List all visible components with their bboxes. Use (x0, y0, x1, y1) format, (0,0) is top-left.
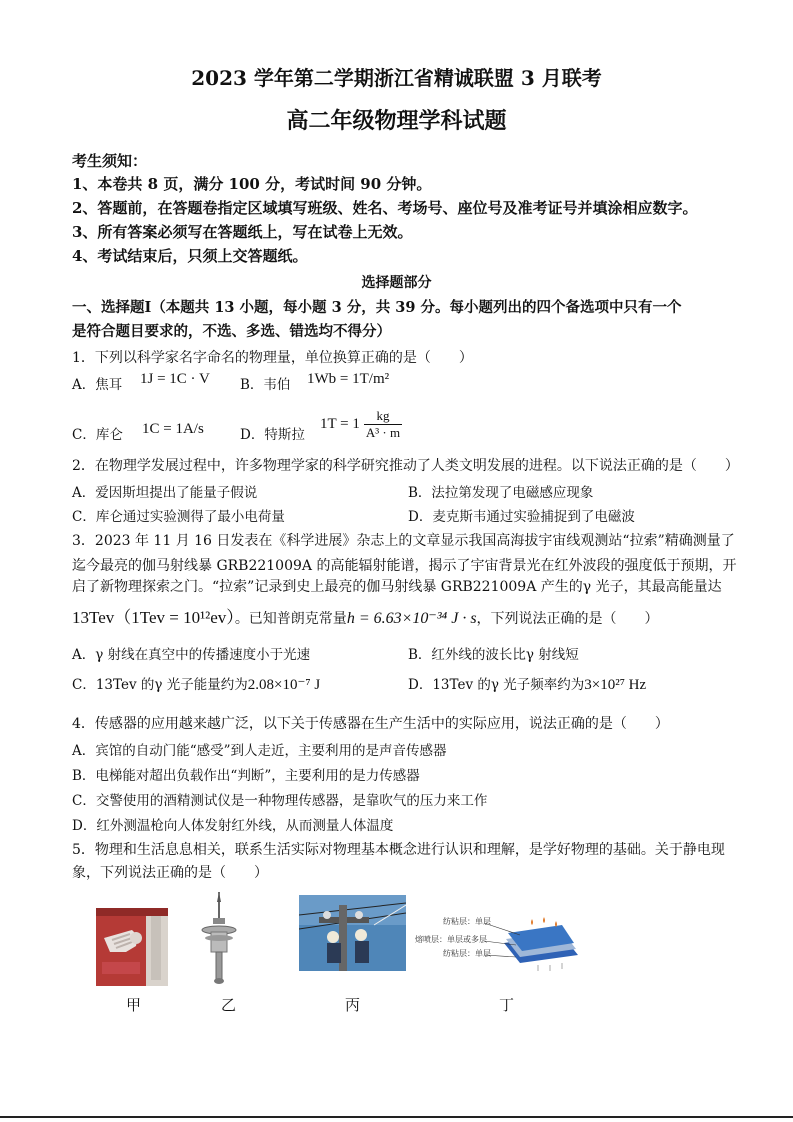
q1-option-d-label: D．特斯拉 (240, 427, 305, 443)
notice-item: 3、所有答案必须写在答题纸上，写在试卷上无效。 (72, 223, 413, 241)
figure-yi-image (199, 892, 239, 986)
q2-option-d: D．麦克斯韦通过实验捕捉到了电磁波 (408, 509, 635, 525)
q3-stem-line1: 3．2023 年 11 月 16 日发表在《科学进展》杂志上的文章显示我国高海拔宇宙线观测站“拉索”精确测量了 (72, 533, 735, 549)
q3-option-b: B．红外线的波长比γ 射线短 (408, 647, 579, 663)
q3-stem-line4 (72, 603, 659, 628)
q3-energy-formula: 13Tev（1Tev = 10¹²ev） (72, 608, 235, 627)
q4-option-c: C．交警使用的酒精测试仪是一种物理传感器，是靠吹气的压力来工作 (72, 793, 488, 809)
ding-layer-label: 熔喷层：单层或多层 (415, 935, 487, 944)
q4-option-a: A．宾馆的自动门能“感受”到人走近，主要利用的是声音传感器 (72, 743, 447, 759)
section-heading: 选择题部分 (361, 275, 432, 291)
notice-heading: 考生须知： (72, 152, 148, 170)
q3-option-c (72, 673, 320, 694)
q3-stem-line2: 迄今最亮的伽马射线暴 GRB221009A 的高能辐射能谱，揭示了宇宙背景光在红外波段的强度低于预期，开 (72, 558, 737, 574)
q1-option-c-label: C．库仑 (72, 427, 123, 443)
q3-stem-line3: 启了新物理探索之门。“拉索”记录到史上最亮的伽马射线暴 GRB221009A 产生的γ 光子，其最高能量达 (72, 579, 722, 595)
q2-option-b: B．法拉第发现了电磁感应现象 (408, 485, 594, 501)
ding-layer-label: 纺粘层：单层 (443, 949, 491, 958)
q1-option-a-label: A．焦耳 (72, 377, 123, 393)
notice-item: 1、本卷共 8 页，满分 100 分，考试时间 90 分钟。 (72, 175, 432, 193)
q4-stem: 4．传感器的应用越来越广泛，以下关于传感器在生产生活中的实际应用，说法正确的是（ ） (72, 716, 669, 732)
page-bottom-rule (0, 1116, 793, 1118)
q5-stem-line1: 5．物理和生活息息相关，联系生活实际对物理基本概念进行认识和理解，是学好物理的基础。关于静电现 (72, 842, 725, 858)
figure-ding-label: 丁 (499, 996, 515, 1014)
fraction-denominator: A³ · m (365, 425, 401, 440)
q3-option-d (408, 673, 646, 694)
q3-option-c-value: 2.08×10⁻⁷ J (247, 677, 321, 693)
fraction-numerator: kg (364, 408, 402, 425)
q2-option-a: A．爱因斯坦提出了能量子假说 (72, 485, 258, 501)
q1-option-d-formula (320, 408, 402, 441)
q2-option-c: C．库仑通过实验测得了最小电荷量 (72, 509, 285, 525)
q1-option-c-formula: 1C = 1A/s (142, 421, 204, 437)
q3-planck-constant: h = 6.63×10⁻³⁴ J · s (346, 610, 477, 627)
q1-option-a-formula: 1J = 1C · V (140, 371, 210, 387)
q2-stem: 2．在物理学发展过程中，许多物理学家的科学研究推动了人类文明发展的进程。以下说法正确的是（ ） (72, 458, 739, 474)
ding-layer-label: 纺粘层：单层 (443, 917, 491, 926)
q4-option-d: D．红外测温枪向人体发射红外线，从而测量人体温度 (72, 818, 394, 834)
q3-option-d-text: D．13Tev 的γ 光子频率约为 (408, 677, 585, 693)
notice-item: 2、答题前，在答题卷指定区域填写班级、姓名、考场号、座位号及准考证号并填涂相应数字。 (72, 199, 698, 217)
q1-option-d-fraction (364, 408, 402, 441)
notice-item: 4、考试结束后，只须上交答题纸。 (72, 247, 308, 265)
figure-bing-image (299, 895, 406, 971)
q5-stem-line2: 象，下列说法正确的是（ ） (72, 865, 268, 881)
q3-question: ，下列说法正确的是（ ） (476, 611, 659, 627)
q1-option-b-formula: 1Wb = 1T/m² (307, 371, 390, 387)
exam-subtitle: 高二年级物理学科试题 (286, 108, 507, 134)
figure-yi-label: 乙 (221, 996, 237, 1014)
q3-text: 。已知普朗克常量 (234, 611, 347, 627)
exam-title: 2023 学年第二学期浙江省精诚联盟 3 月联考 (191, 66, 602, 90)
q1-stem: 1．下列以科学家名字命名的物理量，单位换算正确的是（ ） (72, 350, 473, 366)
figure-ding-image (412, 915, 582, 975)
q3-option-d-value: 3×10²⁷ Hz (584, 677, 647, 693)
figure-bing-label: 丙 (345, 996, 361, 1014)
q3-option-a: A．γ 射线在真空中的传播速度小于光速 (72, 647, 311, 663)
part-instructions-line2: 是符合题目要求的，不选、多选、错选均不得分） (72, 323, 391, 340)
q1-option-b-label: B．韦伯 (240, 377, 291, 393)
figure-jia-image (96, 908, 168, 986)
q1-option-d-left: 1T = 1 (320, 415, 360, 432)
part-instructions-line1: 一、选择题Ⅰ（本题共 13 小题，每小题 3 分，共 39 分。每小题列出的四个备选项中只有一个 (72, 299, 682, 316)
q3-option-c-text: C．13Tev 的γ 光子能量约为 (72, 677, 248, 693)
q4-option-b: B．电梯能对超出负载作出“判断”，主要利用的是力传感器 (72, 768, 420, 784)
figure-jia-label: 甲 (126, 996, 142, 1014)
